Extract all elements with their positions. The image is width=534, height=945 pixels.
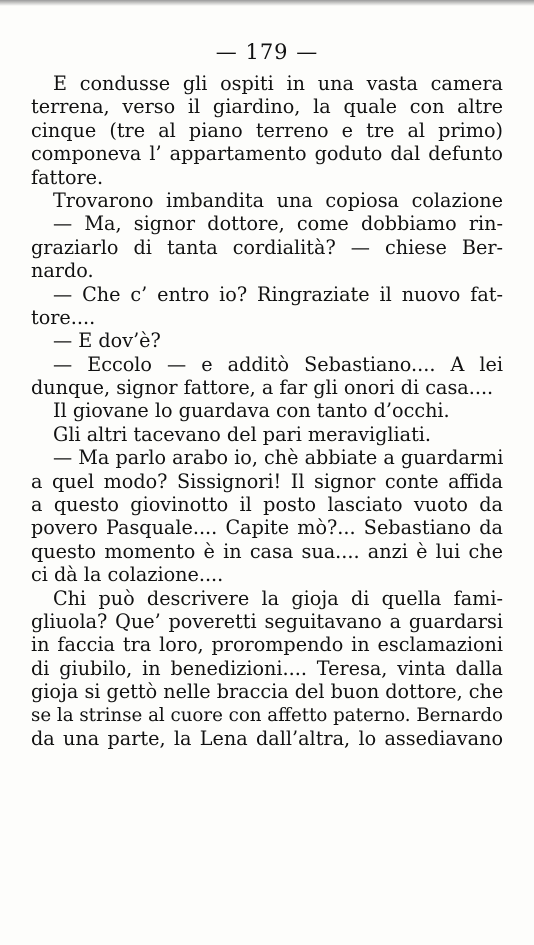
text-line: graziarlo di tanta cordialità? — chiese Ber-	[31, 235, 503, 259]
text-line: terrena, verso il giardino, la quale con altre	[31, 95, 503, 119]
text-line: povero Pasquale.... Capite mò?... Sebastiano da	[31, 516, 503, 540]
text-line: — Che c’ entro io? Ringraziate il nuovo fat-	[53, 282, 503, 306]
text-line: E condusse gli ospiti in una vasta camera	[53, 72, 503, 95]
text-line: di giubilo, in benedizioni.... Teresa, vinta dalla	[31, 656, 503, 680]
text-line: in faccia tra loro, prorompendo in esclamazioni	[31, 633, 503, 657]
text-line: Trovarono imbandita una copiosa colazione	[53, 188, 503, 212]
text-line: — Ma, signor dottore, come dobbiamo rin-	[53, 212, 503, 236]
page-top-edge	[0, 0, 534, 6]
text-line: tore....	[31, 305, 96, 329]
text-line: componeva l’ appartamento goduto dal defunto	[31, 142, 503, 166]
text-line: Il giovane lo guardava con tanto d’occhi.	[53, 399, 450, 423]
page-text-body	[31, 72, 503, 750]
text-line: da una parte, la Lena dall’altra, lo assediavano	[31, 726, 503, 750]
text-line: cinque (tre al piano terreno e tre al primo)	[31, 118, 503, 142]
text-line: a quel modo? Sissignori! Il signor conte affida	[31, 469, 503, 493]
text-line: se la strinse al cuore con affetto paterno. Bernardo	[31, 704, 503, 726]
text-line: Gli altri tacevano del pari meravigliati.	[53, 422, 432, 446]
text-line: fattore.	[31, 165, 104, 189]
text-line: gioja si gettò nelle braccia del buon dottore, che	[31, 680, 504, 704]
text-line: gliuola? Que’ poveretti seguitavano a guardarsi	[31, 609, 503, 633]
text-line: — Ma parlo arabo io, chè abbiate a guardarmi	[53, 446, 504, 470]
text-line: nardo.	[31, 259, 94, 283]
text-line: — E dov’è?	[53, 329, 161, 353]
page-number: — 179 —	[215, 40, 319, 64]
text-line: Chi può descrivere la gioja di quella fami-	[53, 586, 503, 610]
text-line: — Eccolo — e additò Sebastiano.... A lei	[53, 352, 503, 376]
text-line: a questo giovinotto il posto lasciato vuoto da	[31, 493, 503, 517]
text-line: ci dà la colazione....	[31, 563, 224, 587]
text-line: questo momento è in casa sua.... anzi è lui che	[31, 539, 503, 563]
text-line: dunque, signor fattore, a far gli onori di casa....	[31, 376, 494, 400]
